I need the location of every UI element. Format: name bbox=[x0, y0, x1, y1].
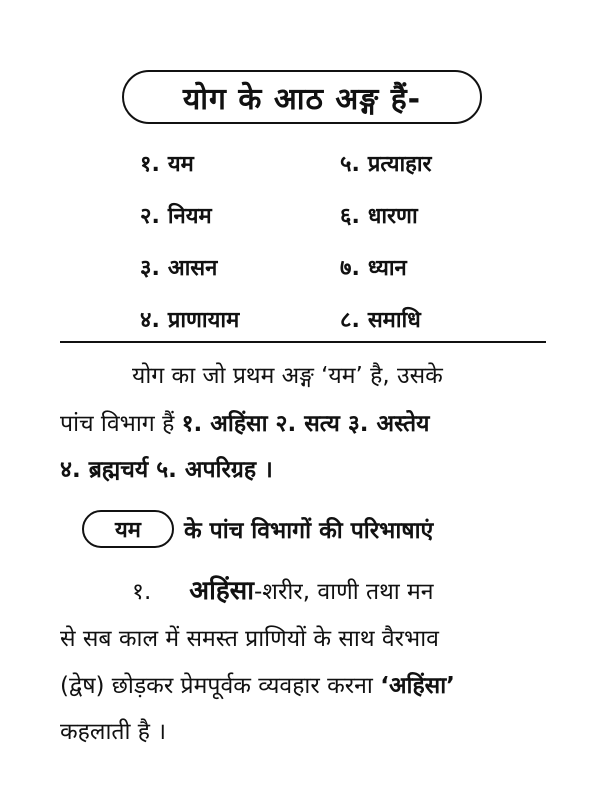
page-title bbox=[122, 70, 482, 124]
limb-name: प्रत्याहार bbox=[367, 152, 432, 177]
intro-bold-text: १. अहिंसा २. सत्य ३. अस्तेय bbox=[181, 411, 430, 437]
definition-text: -शरीर, वाणी तथा मन bbox=[254, 579, 434, 605]
definition-text: से सब काल में समस्त प्राणियों के साथ वैरभाव bbox=[60, 626, 439, 652]
section-heading bbox=[82, 509, 433, 549]
limb-number: ३. bbox=[140, 256, 160, 281]
section-heading-text: के पांच विभागों की परिभाषाएं bbox=[184, 518, 434, 544]
limb-name: ध्यान bbox=[367, 256, 407, 281]
limb-number: ४. bbox=[140, 308, 160, 333]
definition-term-quoted: ‘अहिंसा’ bbox=[380, 673, 455, 699]
intro-text: पांच विभाग हैं bbox=[60, 411, 182, 437]
limb-item bbox=[140, 304, 239, 334]
limb-name: प्राणायाम bbox=[167, 308, 240, 333]
limb-item bbox=[140, 148, 194, 178]
definition-number: १. bbox=[132, 579, 152, 605]
divider bbox=[60, 341, 546, 343]
limb-number: ६. bbox=[340, 204, 360, 229]
definition-line-2 bbox=[60, 615, 550, 663]
intro-line-2 bbox=[60, 400, 550, 448]
limb-name: समाधि bbox=[367, 308, 421, 333]
section-pill bbox=[82, 510, 174, 548]
definition-text: (द्वेष) छोड़कर प्रेमपूर्वक व्यवहार करना bbox=[60, 673, 381, 699]
definition-text: कहलाती है । bbox=[60, 719, 167, 745]
definition-line-3 bbox=[60, 662, 550, 710]
limb-number: १. bbox=[140, 152, 160, 177]
intro-text: योग का जो प्रथम अङ्ग ‘यम’ है, उसके bbox=[132, 363, 443, 389]
pill-text: यम bbox=[115, 518, 141, 543]
definition-line-1 bbox=[60, 567, 550, 616]
limb-name: नियम bbox=[167, 204, 212, 229]
definition-term: अहिंसा bbox=[189, 576, 254, 606]
limb-item bbox=[140, 252, 217, 282]
limb-name: आसन bbox=[167, 256, 218, 281]
limb-item bbox=[140, 200, 212, 230]
limb-item bbox=[340, 304, 421, 334]
limb-number: ७. bbox=[340, 256, 360, 281]
intro-line-1 bbox=[60, 352, 550, 400]
limb-number: २. bbox=[140, 204, 160, 229]
limb-item bbox=[340, 252, 407, 282]
limb-number: ५. bbox=[340, 152, 360, 177]
limb-item bbox=[340, 148, 432, 178]
limb-name: धारणा bbox=[367, 204, 418, 229]
limb-name: यम bbox=[167, 152, 194, 177]
intro-line-3 bbox=[60, 446, 550, 494]
title-text: योग के आठ अङ्ग हैं- bbox=[182, 81, 422, 117]
limb-item bbox=[340, 200, 418, 230]
definition-line-4 bbox=[60, 708, 550, 756]
limb-number: ८. bbox=[340, 308, 360, 333]
intro-bold-text: ४. ब्रह्मचर्य ५. अपरिग्रह । bbox=[60, 457, 273, 483]
